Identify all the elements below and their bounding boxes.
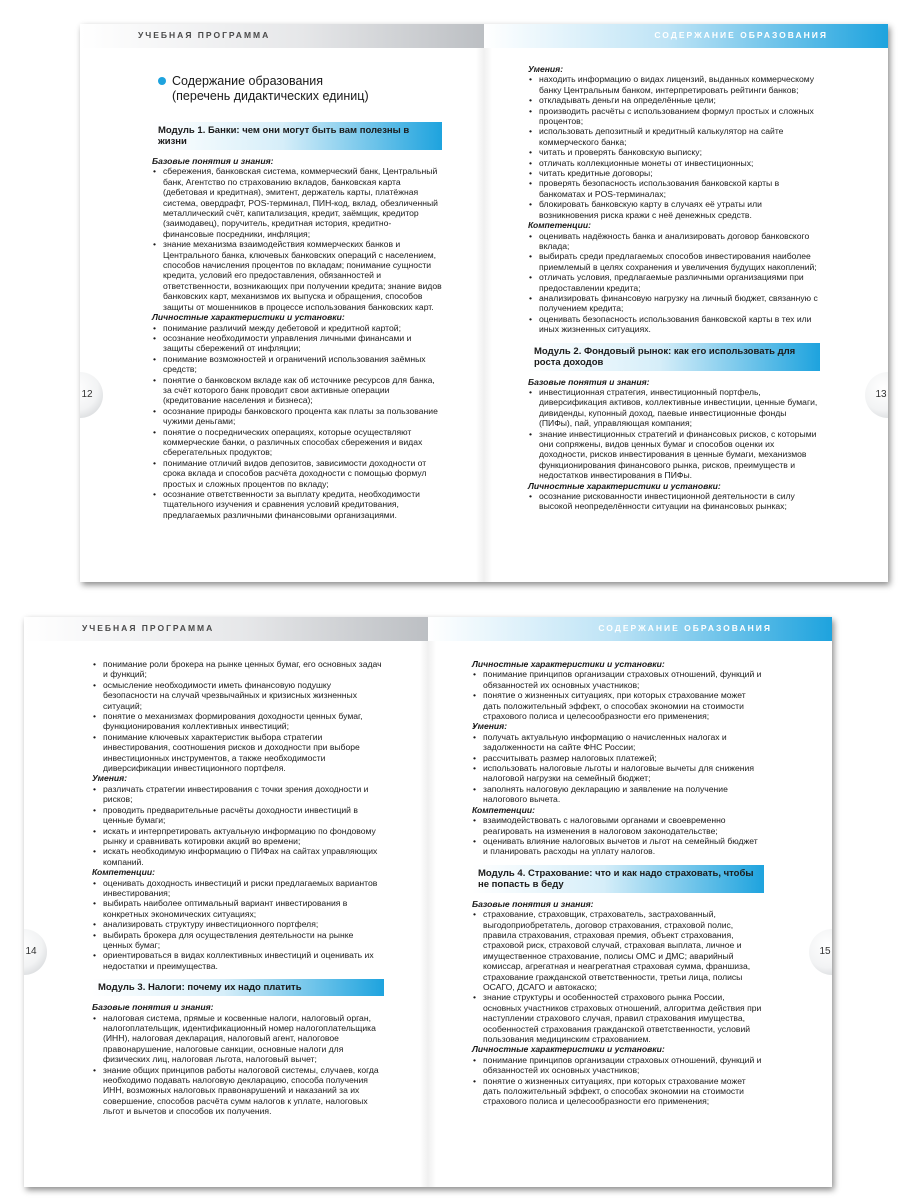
header-bar [80, 24, 888, 48]
page-gutter [420, 641, 436, 1187]
list-item: • понимание отличий видов депозитов, зависимости доходности от срока вклада и способов расчёта доходности с помощью формул простых и сложных процентов по вкладу; [152, 458, 442, 489]
left-column-p14 [92, 659, 384, 1117]
list-item: • анализировать структуру инвестиционного портфеля; [92, 919, 384, 929]
page-number-left: 12 [80, 372, 103, 418]
list-item: • понятие о жизненных ситуациях, при которых страхование может дать положительный эффект, о способах экономии на стоимости страхового полиса и целесообразности его применения; [472, 1076, 764, 1107]
list-personal [472, 669, 764, 721]
list-item: • знание общих принципов работы налоговой системы, случаев, когда необходимо подавать налоговую декларацию, способа получения ИНН, возможных налоговых правонарушений и наказаний за их совершение, способов расчёта сумм налогов к уплате, налоговых льгот и вычетов и способов их получения. [92, 1065, 384, 1117]
list-item: • осознание ответственности за выплату кредита, необходимости тщательного изучения и сравнения условий кредитования, предлагаемых различными финансовыми организациями. [152, 489, 442, 520]
list-skills [472, 732, 764, 805]
header-right-title: СОДЕРЖАНИЕ ОБРАЗОВАНИЯ [654, 30, 828, 40]
list-item: • производить расчёты с использованием формул простых и сложных процентов; [528, 106, 820, 127]
right-column-p13 [528, 64, 820, 512]
list-item: • рассчитывать размер налоговых платежей; [472, 753, 764, 763]
list-personal [528, 491, 820, 512]
subheading-basics: Базовые понятия и знания: [92, 1002, 214, 1013]
left-column-p12 [152, 118, 442, 520]
list-item: • оценивать влияние налоговых вычетов и льгот на семейный бюджет и планировать расходы на уплату налогов. [472, 836, 764, 857]
list-item: • понятие о жизненных ситуациях, при которых страхование может дать положительный эффект, о способах экономии на стоимости страхового полиса и целесообразности его применения; [472, 690, 764, 721]
list-item: • взаимодействовать с налоговыми органами и своевременно реагировать на изменения в налоговом законодательстве; [472, 815, 764, 836]
page-number-right: 13 [865, 372, 888, 418]
list-personal-continued [92, 659, 384, 773]
list-item: • инвестиционная стратегия, инвестиционный портфель, диверсификация активов, коллективные инвестиции, ценные бумаги, дивиденды, купонный доход, паевые инвестиционные фонды (ПИФы), пай, управляющая компания; [528, 387, 820, 429]
list-item: • понимание ключевых характеристик выбора стратегии инвестирования, соотношения рисков и доходности при выборе инвестиционных инструментов, а также необходимости диверсификации инвестиционного портфеля. [92, 732, 384, 774]
list-item: • осознание рискованности инвестиционной деятельности в силу высокой неопределённости ситуации на финансовых рынках; [528, 491, 820, 512]
list-item: • искать и интерпретировать актуальную информацию по фондовому рынку и сравнивать котировки акций во времени; [92, 826, 384, 847]
header-left-title: УЧЕБНАЯ ПРОГРАММА [82, 623, 215, 633]
list-item: • использовать депозитный и кредитный калькулятор на сайте коммерческого банка; [528, 126, 820, 147]
spread-pages-12-13 [80, 24, 888, 582]
list-item: • отличать коллекционные монеты от инвестиционных; [528, 158, 820, 168]
bullet-dot-icon [158, 77, 166, 85]
subheading-skills: Умения: [472, 721, 508, 732]
subheading-personal: Личностные характеристики и установки: [472, 1044, 665, 1055]
list-item: • знание механизма взаимодействия коммерческих банков и Центрального банка, ключевых банковских операций с населением, способов начисления процентов по вкладам; понимание сущности кредита, условий его предоставления, обязанностей и ответственности, возникающих при получении кредита; знание видов банковских карт, механизмов их выпуска и обращения, способов защиты от мошенников в процессе использования банковских карт. [152, 239, 442, 312]
list-item: • откладывать деньги на определённые цели; [528, 95, 820, 105]
list-item: • понимание принципов организации страховых отношений, функций и обязанностей их основных участников; [472, 669, 764, 690]
list-item: • выбирать брокера для осуществления деятельности на рынке ценных бумаг; [92, 930, 384, 951]
list-item: • проводить предварительные расчёты доходности инвестиций в ценные бумаги; [92, 805, 384, 826]
subheading-basics: Базовые понятия и знания: [472, 898, 594, 909]
list-item: • налоговая система, прямые и косвенные налоги, налоговый орган, налогоплательщик, идентификационный номер налогоплательщика (ИНН), налоговая декларация, налоговый агент, налоговое правонарушение, налоговые санкции, основные налоги для физических лиц, налоговая льгота, налоговый вычет; [92, 1013, 384, 1065]
list-item: • ориентироваться в видах коллективных инвестиций и оценивать их недостатки и преимущества. [92, 950, 384, 971]
list-item: • различать стратегии инвестирования с точки зрения доходности и рисков; [92, 784, 384, 805]
list-personal [152, 323, 442, 521]
module-1-title: Модуль 1. Банки: чем они могут быть вам полезны в жизни [152, 122, 442, 150]
list-skills [92, 784, 384, 867]
list-item: • выбирать наиболее оптимальный вариант инвестирования в конкретных экономических ситуациях; [92, 898, 384, 919]
list-item: • анализировать финансовую нагрузку на личный бюджет, связанную с получением кредита; [528, 293, 820, 314]
list-basics [528, 387, 820, 481]
list-item: • блокировать банковскую карту в случаях её утраты или возникновения риска кражи с неё денежных средств. [528, 199, 820, 220]
module-3-title: Модуль 3. Налоги: почему их надо платить [92, 979, 384, 996]
list-competencies [92, 878, 384, 972]
header-right-title: СОДЕРЖАНИЕ ОБРАЗОВАНИЯ [598, 623, 772, 633]
right-column-p15 [472, 659, 764, 1107]
page-number-left: 14 [24, 929, 47, 975]
list-skills [528, 74, 820, 220]
list-item: • осмысление необходимости иметь финансовую подушку безопасности на случай чрезвычайных и кризисных жизненных ситуаций; [92, 680, 384, 711]
list-competencies [472, 815, 764, 857]
subheading-skills: Умения: [528, 64, 564, 74]
subheading-skills: Умения: [92, 773, 128, 784]
page-number-right: 15 [809, 929, 832, 975]
list-item: • находить информацию о видах лицензий, выданных коммерческому банку Центральным банком, интерпретировать рейтинги банков; [528, 74, 820, 95]
list-item: • искать необходимую информацию о ПИФах на сайтах управляющих компаний. [92, 846, 384, 867]
list-competencies [528, 231, 820, 335]
list-item: • оценивать доходность инвестиций и риски предлагаемых вариантов инвестирования; [92, 878, 384, 899]
list-basics [92, 1013, 384, 1117]
list-basics [152, 166, 442, 312]
list-item: • понимание различий между дебетовой и кредитной картой; [152, 323, 442, 333]
module-4-title: Модуль 4. Страхование: что и как надо страховать, чтобы не попасть в беду [472, 865, 764, 893]
subheading-competencies: Компетенции: [528, 220, 592, 231]
list-item: • выбирать среди предлагаемых способов инвестирования наиболее приемлемый в целях сохранения и увеличения будущих накоплений; [528, 251, 820, 272]
subheading-basics: Базовые понятия и знания: [152, 156, 274, 166]
list-item: • читать кредитные договоры; [528, 168, 820, 178]
list-item: • получать актуальную информацию о начисленных налогах и задолженности на сайте ФНС России; [472, 732, 764, 753]
list-item: • понимание роли брокера на рынке ценных бумаг, его основных задач и функций; [92, 659, 384, 680]
list-item: • понятие о посреднических операциях, которые осуществляют коммерческие банки, о различных способах сбережения и видах сберегательных продуктов; [152, 427, 442, 458]
list-item: • понятие о механизмах формирования доходности ценных бумаг, функционирования коллективных инвестиций; [92, 711, 384, 732]
list-item: • осознание природы банковского процента как платы за пользование чужими деньгами; [152, 406, 442, 427]
list-item: • проверять безопасность использования банковской карты в банкоматах и POS-терминалах; [528, 178, 820, 199]
list-item: • использовать налоговые льготы и налоговые вычеты для снижения налоговой нагрузки на семейный бюджет; [472, 763, 764, 784]
subheading-competencies: Компетенции: [92, 867, 156, 878]
subheading-personal: Личностные характеристики и установки: [152, 312, 345, 323]
list-item: • оценивать надёжность банка и анализировать договор банковского вклада; [528, 231, 820, 252]
subheading-basics: Базовые понятия и знания: [528, 376, 650, 387]
list-item: • знание структуры и особенностей страхового рынка России, основных участников страховых отношений, алгоритма действия при наступлении страхового случая, правил страхования имущества, особенностей страхования гражданской ответственности, условий пользования медицинским страхованием. [472, 992, 764, 1044]
section-title: Содержание образования (перечень дидактических единиц) [172, 74, 369, 104]
list-item: • понимание возможностей и ограничений использования заёмных средств; [152, 354, 442, 375]
page-gutter [476, 48, 492, 582]
list-item: • отличать условия, предлагаемые различными организациями при предоставлении кредита; [528, 272, 820, 293]
spread-pages-14-15 [24, 617, 832, 1187]
subheading-personal: Личностные характеристики и установки: [472, 659, 665, 669]
list-item: • осознание необходимости управления личными финансами и защиты сбережений от инфляции; [152, 333, 442, 354]
header-left-title: УЧЕБНАЯ ПРОГРАММА [138, 30, 271, 40]
list-item: • понятие о банковском вкладе как об источнике ресурсов для банка, за счёт которого банк проводит свои активные операции (кредитование населения и бизнеса); [152, 375, 442, 406]
header-bar [24, 617, 832, 641]
list-basics [472, 909, 764, 1044]
subheading-personal: Личностные характеристики и установки: [528, 480, 721, 491]
subheading-competencies: Компетенции: [472, 804, 536, 815]
module-2-title: Модуль 2. Фондовый рынок: как его использовать для роста доходов [528, 343, 820, 371]
list-item: • страхование, страховщик, страхователь, застрахованный, выгодоприобретатель, договор страхования, страховой полис, правила страхования, страховая премия, объект страхования, страховой риск, страховой случай, страховая выплата, личное и имущественное страхование, полисы ОМС и ДМС; аварийный комиссар, агрегатная и неагрегатная страховая сумма, франшиза, страхование гражданской ответственности, третьи лица, полисы ОСАГО, ДСАГО и автокаско; [472, 909, 764, 992]
list-item: • понимание принципов организации страховых отношений, функций и обязанностей их основных участников; [472, 1055, 764, 1076]
list-item: • знание инвестиционных стратегий и финансовых рисков, с которыми они сопряжены, видов ценных бумаг и способов оценки их доходности, рисков инвестирования в ценные бумаги, механизмов функционирования финансового рынка, рисков, преимуществ и недостатков инвестирования в ПИФы. [528, 429, 820, 481]
list-item: • оценивать безопасность использования банковской карты в тех или иных жизненных ситуациях. [528, 314, 820, 335]
list-item: • читать и проверять банковскую выписку; [528, 147, 820, 157]
list-personal [472, 1055, 764, 1107]
list-item: • сбережения, банковская система, коммерческий банк, Центральный банк, Агентство по страхованию вкладов, банковская карта (дебетовая и кредитная), эмитент, держатель карты, платёжная система, овердрафт, POS-терминал, ПИН-код, вклад, обезличенный металлический счёт, капитализация, кредит, заёмщик, кредитор (заимодавец), поручитель, кредитная история, кредитно-финансовые посредники, инфляция; [152, 166, 442, 239]
list-item: • заполнять налоговую декларацию и заявление на получение налогового вычета. [472, 784, 764, 805]
